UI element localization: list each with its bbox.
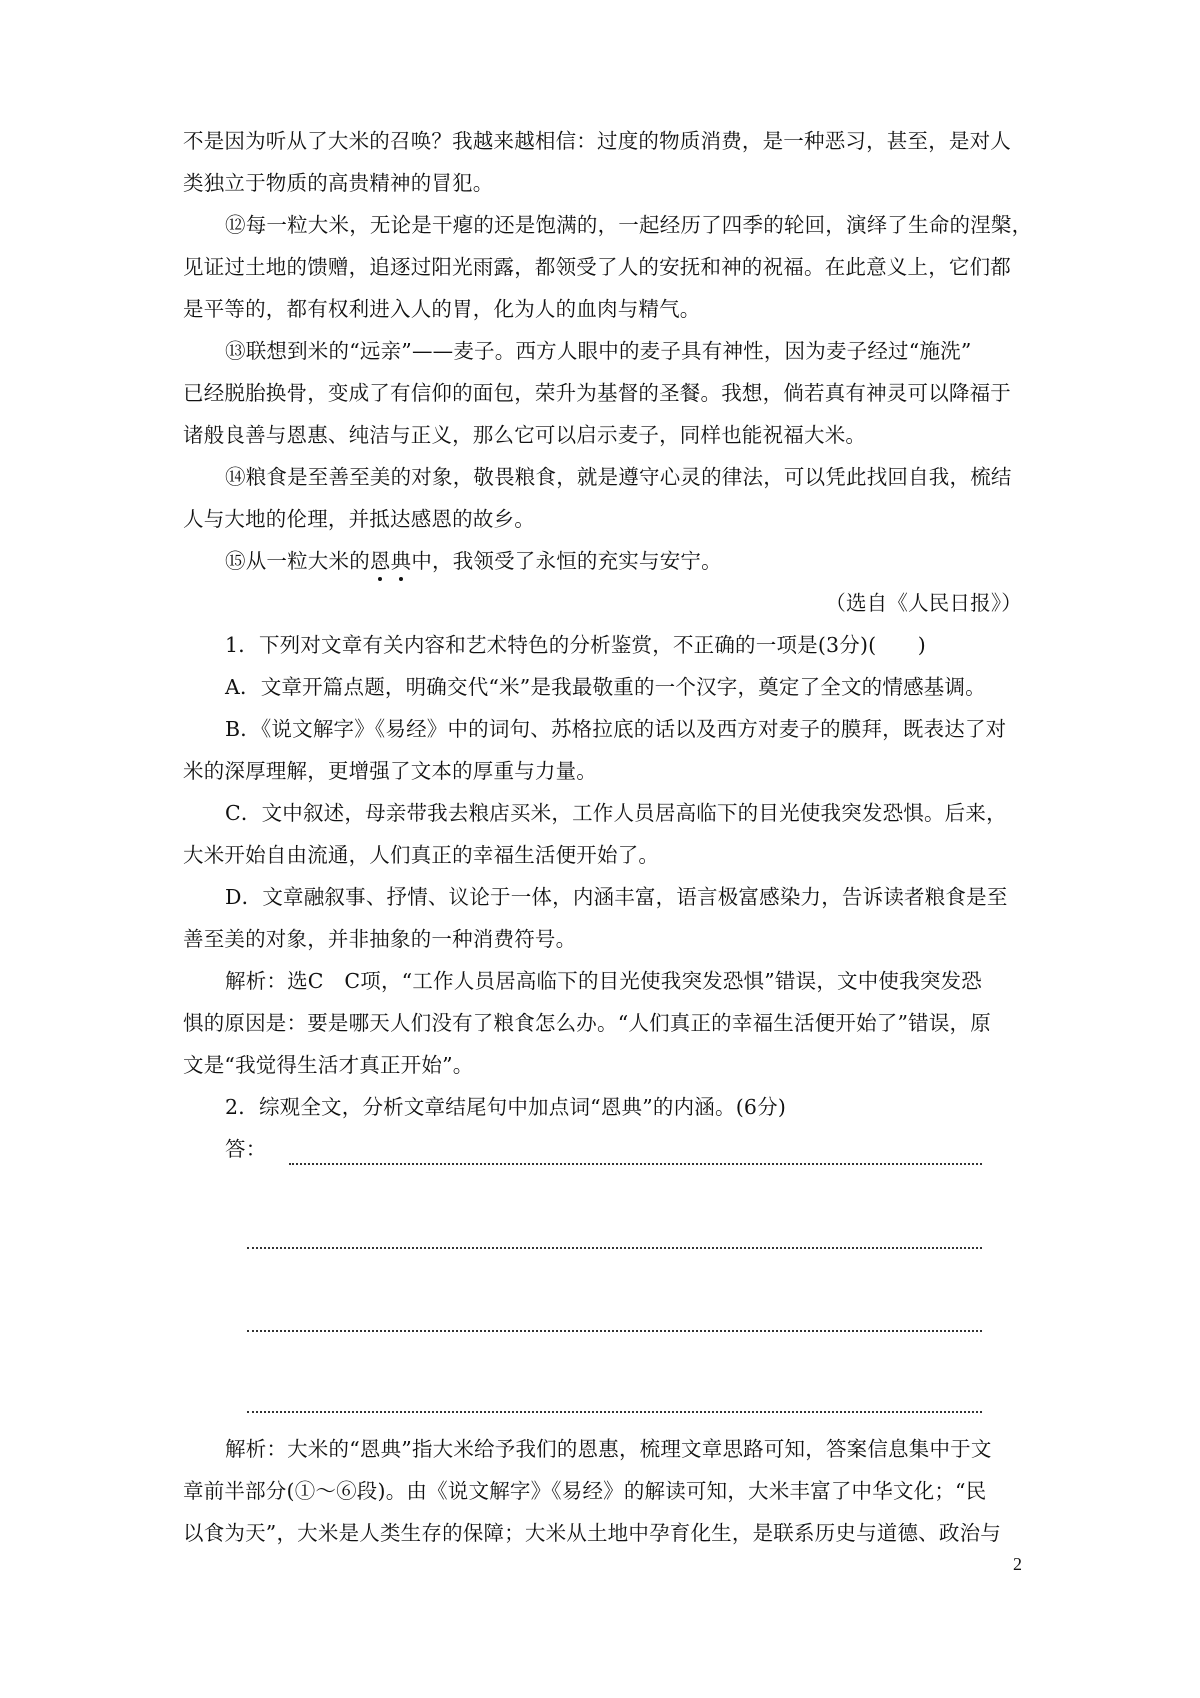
paragraph-13-line: 诸般良善与恩惠、纯洁与正义，那么它可以启示麦子，同样也能祝福大米。 [183, 423, 867, 447]
option-d: 善至美的对象，并非抽象的一种消费符号。 [183, 927, 577, 951]
answer-label: 答： [225, 1137, 267, 1161]
option-c: 大米开始自由流通，人们真正的幸福生活便开始了。 [183, 843, 660, 867]
question-1-analysis: 文是“我觉得生活才真正开始”。 [183, 1053, 474, 1077]
paragraph-14-line: ⑭粮食是至善至美的对象，敬畏粮食，就是遵守心灵的律法，可以凭此找回自我，梳结 [225, 465, 1012, 489]
source-citation: （选自《人民日报》） [825, 591, 1022, 615]
paragraph-15-line [225, 546, 1023, 576]
paragraph-12-line: 见证过土地的馈赠，追逐过阳光雨露，都领受了人的安抚和神的祝福。在此意义上，它们都 [183, 255, 1011, 279]
option-b: 米的深厚理解，更增强了文本的厚重与力量。 [183, 759, 597, 783]
paragraph-15-text-before: ⑮从一粒大米的 [225, 549, 370, 573]
paragraph-14-line: 人与大地的伦理，并抵达感恩的故乡。 [183, 507, 535, 531]
question-2-stem: 2．综观全文，分析文章结尾句中加点词“恩典”的内涵。(6分) [225, 1095, 787, 1119]
option-d: D．文章融叙事、抒情、议论于一体，内涵丰富，语言极富感染力，告诉读者粮食是至 [225, 885, 1008, 909]
paragraph-line: 类独立于物质的高贵精神的冒犯。 [183, 171, 494, 195]
paragraph-12-line: 是平等的，都有权利进入人的胃，化为人的血肉与精气。 [183, 297, 701, 321]
answer-line[interactable] [247, 1411, 982, 1413]
page-number: 2 [1013, 1554, 1022, 1574]
answer-line[interactable] [289, 1163, 982, 1165]
option-b: B．《说文解字》《易经》中的词句、苏格拉底的话以及西方对麦子的膜拜，既表达了对 [225, 717, 1007, 741]
question-2-analysis: 解析：大米的“恩典”指大米给予我们的恩惠，梳理文章思路可知，答案信息集中于文 [225, 1437, 992, 1461]
paragraph-13-line: 已经脱胎换骨，变成了有信仰的面包，荣升为基督的圣餐。我想，倘若真有神灵可以降福于 [183, 381, 1011, 405]
answer-line[interactable] [247, 1247, 982, 1249]
emphasized-char: 恩 [370, 546, 391, 576]
paragraph-15-text-after: 中，我领受了永恒的充实与安宁。 [411, 549, 722, 573]
question-2-analysis: 章前半部分(①～⑥段)。由《说文解字》《易经》的解读可知，大米丰富了中华文化；“民 [183, 1479, 987, 1503]
option-a: A．文章开篇点题，明确交代“米”是我最敬重的一个汉字，奠定了全文的情感基调。 [225, 675, 986, 699]
option-c: C．文中叙述，母亲带我去粮店买米，工作人员居高临下的目光使我突发恐惧。后来， [225, 801, 1007, 825]
question-1-analysis: 解析：选C C项，“工作人员居高临下的目光使我突发恐惧”错误，文中使我突发恐 [225, 969, 982, 993]
paragraph-line: 不是因为听从了大米的召唤？我越来越相信：过度的物质消费，是一种恶习，甚至，是对人 [183, 129, 1011, 153]
paragraph-13-line: ⑬联想到米的“远亲”——麦子。西方人眼中的麦子具有神性，因为麦子经过“施洗” [225, 339, 972, 363]
emphasized-char: 典 [391, 546, 412, 576]
question-1-stem: 1．下列对文章有关内容和艺术特色的分析鉴赏，不正确的一项是(3分)( ) [225, 633, 926, 657]
paragraph-12-line: ⑫每一粒大米，无论是干瘪的还是饱满的，一起经历了四季的轮回，演绎了生命的涅槃， [225, 213, 1033, 237]
answer-line[interactable] [247, 1330, 982, 1332]
question-1-analysis: 惧的原因是：要是哪天人们没有了粮食怎么办。“人们真正的幸福生活便开始了”错误，原 [183, 1011, 991, 1035]
question-2-analysis: 以食为天”，大米是人类生存的保障；大米从土地中孕育化生，是联系历史与道德、政治与 [183, 1521, 1001, 1545]
